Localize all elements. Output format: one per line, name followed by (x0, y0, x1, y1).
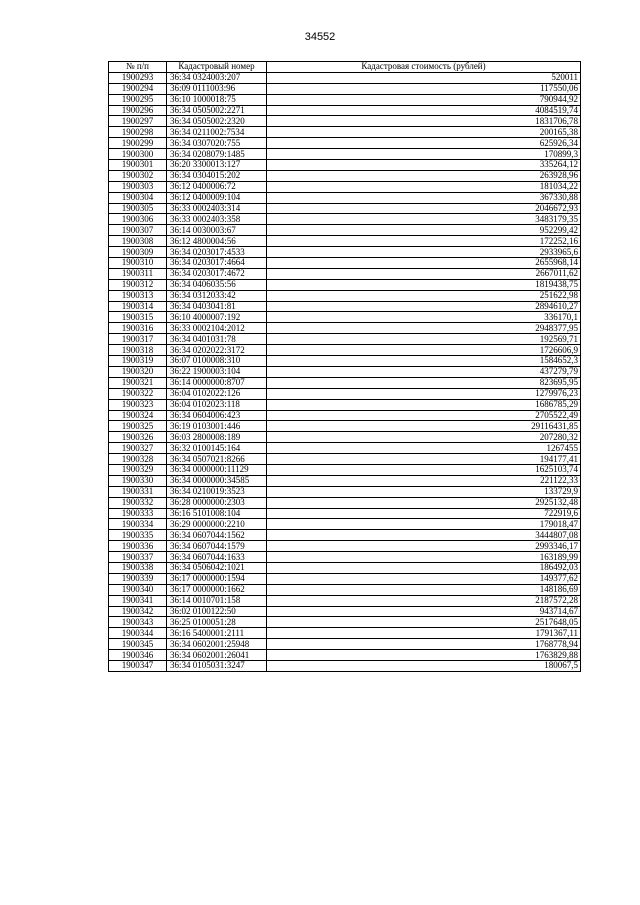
table-row (109, 203, 581, 214)
table-row (109, 639, 581, 650)
cadastral-number-cell: 36:20 3300013:127 (167, 160, 267, 171)
cadastral-value-cell: 3483179,35 (267, 214, 581, 225)
cadastral-value-cell: 437279,79 (267, 366, 581, 377)
cadastral-value-cell: 952299,42 (267, 225, 581, 236)
cadastral-number-cell: 36:34 0604006:423 (167, 410, 267, 421)
row-number-cell: 1900327 (109, 443, 167, 454)
table-row (109, 138, 581, 149)
cadastral-value-cell: 1686785,29 (267, 399, 581, 410)
row-number-cell: 1900318 (109, 345, 167, 356)
cadastral-value-cell: 251622,98 (267, 290, 581, 301)
row-number-cell: 1900329 (109, 464, 167, 475)
cadastral-value-cell: 4084519,74 (267, 105, 581, 116)
row-number-cell: 1900297 (109, 116, 167, 127)
row-number-cell: 1900332 (109, 497, 167, 508)
row-number-cell: 1900338 (109, 562, 167, 573)
cadastral-value-cell: 186492,03 (267, 562, 581, 573)
cadastral-value-cell: 2517648,05 (267, 617, 581, 628)
cadastral-number-cell: 36:12 0400006:72 (167, 181, 267, 192)
table-row (109, 127, 581, 138)
table-row (109, 628, 581, 639)
cadastral-value-cell: 625926,34 (267, 138, 581, 149)
row-number-cell: 1900347 (109, 660, 167, 671)
cadastral-value-cell: 207280,32 (267, 432, 581, 443)
cadastral-number-cell: 36:12 0400009:104 (167, 192, 267, 203)
row-number-cell: 1900294 (109, 83, 167, 94)
cadastral-number-cell: 36:14 0010701:158 (167, 595, 267, 606)
cadastral-number-cell: 36:34 0208079:1485 (167, 149, 267, 160)
cadastral-number-cell: 36:34 0403041:81 (167, 301, 267, 312)
cadastral-number-cell: 36:03 2800008:189 (167, 432, 267, 443)
table-row (109, 279, 581, 290)
cadastral-value-cell: 192569,71 (267, 334, 581, 345)
header-cadastral-value: Кадастровая стоимость (рублей) (267, 62, 581, 73)
cadastral-number-cell: 36:04 0102023:118 (167, 399, 267, 410)
cadastral-number-cell: 36:16 5400001:2111 (167, 628, 267, 639)
header-row-number: № п/п (109, 62, 167, 73)
table-row (109, 486, 581, 497)
table-body (109, 72, 581, 671)
cadastral-number-cell: 36:09 0111003:96 (167, 83, 267, 94)
cadastral-number-cell: 36:17 0000000:1662 (167, 584, 267, 595)
cadastral-number-cell: 36:34 0307020:755 (167, 138, 267, 149)
row-number-cell: 1900337 (109, 552, 167, 563)
row-number-cell: 1900308 (109, 236, 167, 247)
cadastral-value-cell: 149377,62 (267, 573, 581, 584)
table-row (109, 650, 581, 661)
cadastral-value-cell: 180067,5 (267, 660, 581, 671)
row-number-cell: 1900344 (109, 628, 167, 639)
cadastral-value-cell: 1279976,23 (267, 388, 581, 399)
table-row (109, 377, 581, 388)
cadastral-number-cell: 36:34 0505002:2271 (167, 105, 267, 116)
row-number-cell: 1900307 (109, 225, 167, 236)
row-number-cell: 1900345 (109, 639, 167, 650)
cadastral-number-cell: 36:34 0324003:207 (167, 72, 267, 83)
table-row (109, 247, 581, 258)
cadastral-value-cell: 2894610,27 (267, 301, 581, 312)
table-row (109, 312, 581, 323)
cadastral-value-cell: 722919,6 (267, 508, 581, 519)
table-row (109, 301, 581, 312)
table-row (109, 83, 581, 94)
row-number-cell: 1900310 (109, 258, 167, 269)
row-number-cell: 1900301 (109, 160, 167, 171)
row-number-cell: 1900316 (109, 323, 167, 334)
row-number-cell: 1900298 (109, 127, 167, 138)
cadastral-value-cell: 1584652,3 (267, 356, 581, 367)
table-row (109, 497, 581, 508)
table-row (109, 149, 581, 160)
table-row (109, 94, 581, 105)
cadastral-number-cell: 36:34 0505002:2320 (167, 116, 267, 127)
table-row (109, 323, 581, 334)
row-number-cell: 1900313 (109, 290, 167, 301)
cadastral-number-cell: 36:19 0103001:446 (167, 421, 267, 432)
cadastral-number-cell: 36:34 0203017:4664 (167, 258, 267, 269)
table-row (109, 290, 581, 301)
cadastral-number-cell: 36:16 5101008:104 (167, 508, 267, 519)
cadastral-value-cell: 2667011,62 (267, 268, 581, 279)
cadastral-value-cell: 790944,92 (267, 94, 581, 105)
cadastral-value-cell: 2187572,28 (267, 595, 581, 606)
row-number-cell: 1900321 (109, 377, 167, 388)
table-row (109, 443, 581, 454)
cadastral-value-cell: 520011 (267, 72, 581, 83)
table-row (109, 356, 581, 367)
cadastral-number-cell: 36:34 0507021:8266 (167, 454, 267, 465)
row-number-cell: 1900333 (109, 508, 167, 519)
table-row (109, 454, 581, 465)
table-row (109, 606, 581, 617)
row-number-cell: 1900340 (109, 584, 167, 595)
cadastral-value-cell: 179018,47 (267, 519, 581, 530)
table-row (109, 72, 581, 83)
cadastral-number-cell: 36:14 0030003:67 (167, 225, 267, 236)
row-number-cell: 1900328 (109, 454, 167, 465)
cadastral-value-cell: 2948377,95 (267, 323, 581, 334)
row-number-cell: 1900303 (109, 181, 167, 192)
cadastral-value-cell: 3444807,08 (267, 530, 581, 541)
row-number-cell: 1900346 (109, 650, 167, 661)
row-number-cell: 1900341 (109, 595, 167, 606)
row-number-cell: 1900330 (109, 475, 167, 486)
table-row (109, 181, 581, 192)
table-row (109, 105, 581, 116)
table-row (109, 116, 581, 127)
table-row (109, 334, 581, 345)
table-row (109, 552, 581, 563)
cadastral-value-cell: 1726606,9 (267, 345, 581, 356)
cadastral-number-cell: 36:33 0002403:358 (167, 214, 267, 225)
table-row (109, 660, 581, 671)
cadastral-value-cell: 943714,67 (267, 606, 581, 617)
table-row (109, 192, 581, 203)
row-number-cell: 1900342 (109, 606, 167, 617)
table-row (109, 519, 581, 530)
cadastral-value-cell: 148186,69 (267, 584, 581, 595)
cadastral-value-cell: 823695,95 (267, 377, 581, 388)
table-row (109, 160, 581, 171)
row-number-cell: 1900317 (109, 334, 167, 345)
cadastral-number-cell: 36:34 0607044:1562 (167, 530, 267, 541)
cadastral-value-cell: 2933965,6 (267, 247, 581, 258)
cadastral-number-cell: 36:32 0100145:164 (167, 443, 267, 454)
cadastral-number-cell: 36:25 0100051:28 (167, 617, 267, 628)
cadastral-number-cell: 36:34 0202022:3172 (167, 345, 267, 356)
row-number-cell: 1900306 (109, 214, 167, 225)
cadastral-number-cell: 36:12 4800004:56 (167, 236, 267, 247)
row-number-cell: 1900323 (109, 399, 167, 410)
table-row (109, 464, 581, 475)
cadastral-number-cell: 36:28 0000000:2303 (167, 497, 267, 508)
table-row (109, 236, 581, 247)
table-row (109, 388, 581, 399)
cadastral-value-cell: 1791367,11 (267, 628, 581, 639)
cadastral-number-cell: 36:34 0406035:56 (167, 279, 267, 290)
row-number-cell: 1900319 (109, 356, 167, 367)
row-number-cell: 1900299 (109, 138, 167, 149)
cadastral-value-cell: 1763829,88 (267, 650, 581, 661)
row-number-cell: 1900325 (109, 421, 167, 432)
cadastral-value-cell: 172252,16 (267, 236, 581, 247)
table-header-row (109, 62, 581, 73)
table-row (109, 432, 581, 443)
cadastral-value-cell: 117550,06 (267, 83, 581, 94)
table-row (109, 573, 581, 584)
cadastral-number-cell: 36:10 4000007:192 (167, 312, 267, 323)
table-row (109, 508, 581, 519)
table-row (109, 421, 581, 432)
table-row (109, 562, 581, 573)
cadastral-number-cell: 36:04 0102022:126 (167, 388, 267, 399)
row-number-cell: 1900326 (109, 432, 167, 443)
header-cadastral-number: Кадастровый номер (167, 62, 267, 73)
cadastral-value-cell: 2925132,48 (267, 497, 581, 508)
cadastral-value-cell: 1267455 (267, 443, 581, 454)
row-number-cell: 1900315 (109, 312, 167, 323)
table-row (109, 225, 581, 236)
cadastral-value-cell: 2993346,17 (267, 541, 581, 552)
cadastral-value-cell: 170899,3 (267, 149, 581, 160)
row-number-cell: 1900339 (109, 573, 167, 584)
cadastral-value-cell: 1768778,94 (267, 639, 581, 650)
cadastral-number-cell: 36:14 0000000:8707 (167, 377, 267, 388)
page-number: 34552 (304, 31, 336, 43)
table-row (109, 170, 581, 181)
table-row (109, 530, 581, 541)
row-number-cell: 1900322 (109, 388, 167, 399)
cadastral-number-cell: 36:34 0000000:34585 (167, 475, 267, 486)
cadastral-number-cell: 36:34 0602001:25948 (167, 639, 267, 650)
cadastral-value-cell: 2705522,49 (267, 410, 581, 421)
row-number-cell: 1900334 (109, 519, 167, 530)
cadastral-value-cell: 1625103,74 (267, 464, 581, 475)
cadastral-number-cell: 36:34 0203017:4533 (167, 247, 267, 258)
table-row (109, 366, 581, 377)
cadastral-number-cell: 36:34 0506042:1021 (167, 562, 267, 573)
row-number-cell: 1900304 (109, 192, 167, 203)
table-row (109, 214, 581, 225)
table-row (109, 584, 581, 595)
cadastral-number-cell: 36:34 0602001:26041 (167, 650, 267, 661)
cadastral-number-cell: 36:34 0607044:1579 (167, 541, 267, 552)
cadastral-number-cell: 36:33 0002403:314 (167, 203, 267, 214)
cadastral-value-cell: 336170,1 (267, 312, 581, 323)
table-row (109, 617, 581, 628)
cadastral-number-cell: 36:34 0211002:7534 (167, 127, 267, 138)
row-number-cell: 1900314 (109, 301, 167, 312)
table-row (109, 345, 581, 356)
cadastral-value-cell: 133729,9 (267, 486, 581, 497)
cadastral-value-cell: 181034,22 (267, 181, 581, 192)
cadastral-number-cell: 36:34 0312033:42 (167, 290, 267, 301)
row-number-cell: 1900302 (109, 170, 167, 181)
cadastral-value-cell: 163189,99 (267, 552, 581, 563)
cadastral-value-cell: 200165,38 (267, 127, 581, 138)
row-number-cell: 1900335 (109, 530, 167, 541)
row-number-cell: 1900293 (109, 72, 167, 83)
cadastral-value-cell: 367330,88 (267, 192, 581, 203)
cadastral-number-cell: 36:34 0105031:3247 (167, 660, 267, 671)
row-number-cell: 1900324 (109, 410, 167, 421)
table-row (109, 475, 581, 486)
cadastral-value-cell: 221122,33 (267, 475, 581, 486)
cadastral-value-cell: 263928,96 (267, 170, 581, 181)
row-number-cell: 1900343 (109, 617, 167, 628)
cadastral-number-cell: 36:34 0607044:1633 (167, 552, 267, 563)
cadastral-value-cell: 335264,12 (267, 160, 581, 171)
table-row (109, 541, 581, 552)
cadastral-value-cell: 2655968,14 (267, 258, 581, 269)
cadastral-value-table (108, 61, 581, 672)
cadastral-number-cell: 36:34 0203017:4672 (167, 268, 267, 279)
cadastral-number-cell: 36:34 0210019:3523 (167, 486, 267, 497)
cadastral-number-cell: 36:33 0002104:2012 (167, 323, 267, 334)
cadastral-number-cell: 36:34 0304015:202 (167, 170, 267, 181)
table-row (109, 258, 581, 269)
row-number-cell: 1900320 (109, 366, 167, 377)
cadastral-number-cell: 36:29 0000000:2210 (167, 519, 267, 530)
table-row (109, 410, 581, 421)
row-number-cell: 1900296 (109, 105, 167, 116)
row-number-cell: 1900295 (109, 94, 167, 105)
row-number-cell: 1900300 (109, 149, 167, 160)
cadastral-number-cell: 36:17 0000000:1594 (167, 573, 267, 584)
row-number-cell: 1900331 (109, 486, 167, 497)
cadastral-number-cell: 36:22 1900003:104 (167, 366, 267, 377)
row-number-cell: 1900309 (109, 247, 167, 258)
cadastral-number-cell: 36:02 0100122:50 (167, 606, 267, 617)
cadastral-value-cell: 194177,41 (267, 454, 581, 465)
cadastral-number-cell: 36:34 0000000:11129 (167, 464, 267, 475)
cadastral-number-cell: 36:07 0100008:310 (167, 356, 267, 367)
cadastral-value-cell: 1831706,78 (267, 116, 581, 127)
cadastral-value-cell: 29116431,85 (267, 421, 581, 432)
row-number-cell: 1900336 (109, 541, 167, 552)
row-number-cell: 1900305 (109, 203, 167, 214)
table-row (109, 399, 581, 410)
cadastral-value-cell: 1819438,75 (267, 279, 581, 290)
table-row (109, 268, 581, 279)
cadastral-value-cell: 2046672,93 (267, 203, 581, 214)
row-number-cell: 1900311 (109, 268, 167, 279)
row-number-cell: 1900312 (109, 279, 167, 290)
cadastral-number-cell: 36:10 1000018:75 (167, 94, 267, 105)
cadastral-number-cell: 36:34 0401031:78 (167, 334, 267, 345)
table-row (109, 595, 581, 606)
